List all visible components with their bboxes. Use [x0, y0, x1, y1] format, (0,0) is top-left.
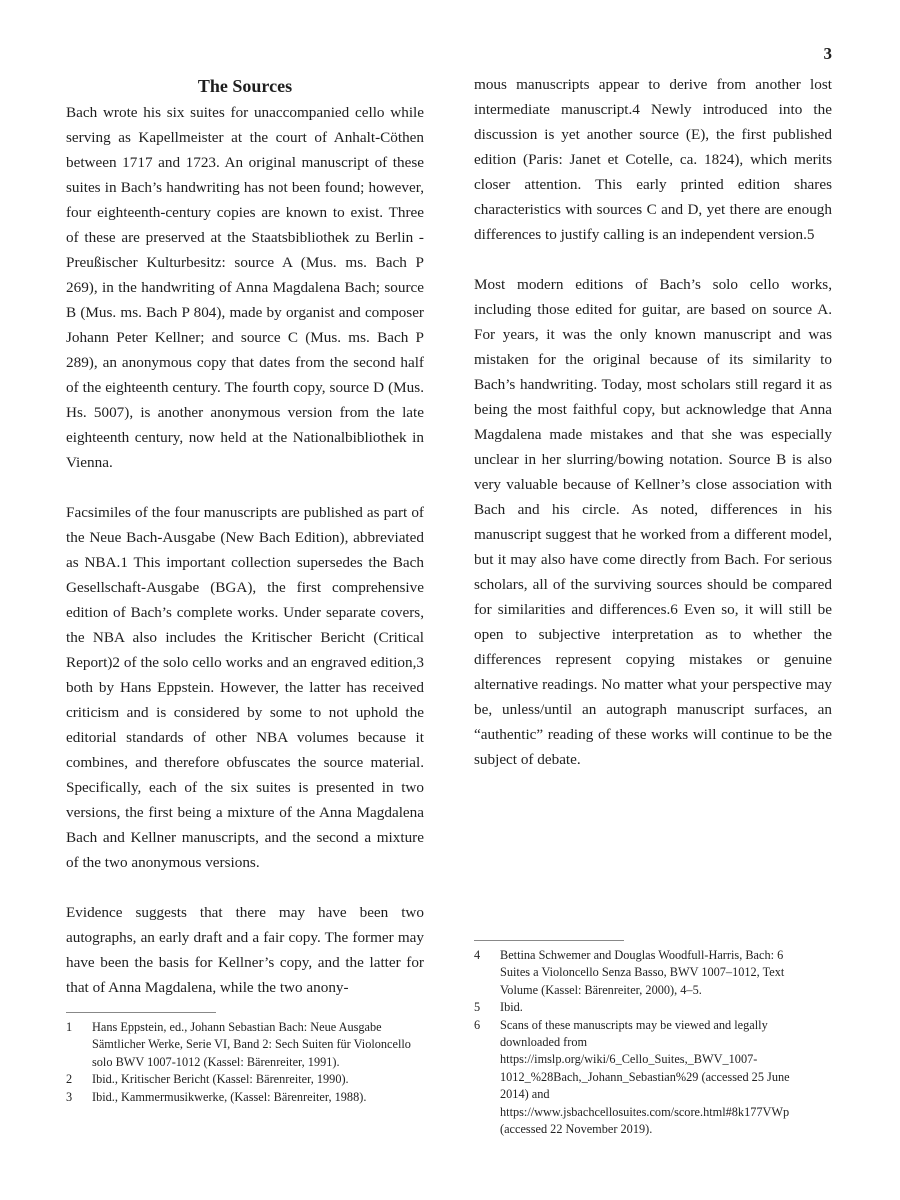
paragraph-evidence: Evidence suggests that there may have been two autographs, an early draft and a fair copy. The former may have been the basis for Kellner’s copy, and the latter for that of Anna Magdalena, while the two anony-	[66, 904, 424, 996]
paragraph-continued: mous manuscripts appear to derive from another lost intermediate manuscript.4 Newly introduced into the discussion is yet another source (E), the first published edition (Paris: Janet et Cotelle, ca. 1824), which merits closer attention. This early printed edition shares characteristics with sources C and D, yet there are enough differences to justify calling is an independent version.5	[474, 76, 832, 243]
footnote-text: Bettina Schwemer and Douglas Woodfull-Harris, Bach: 6 Suites a Violoncello Senza Basso, BWV 1007–1012, Text Volume (Kassel: Bärenreiter, 2000), 4–5.	[500, 948, 785, 997]
paragraph-modern-editions: Most modern editions of Bach’s solo cello works, including those edited for guitar, are based on source A. For years, it was the only known manuscript and was mistaken for the original because of its similarity to Bach’s handwriting. Today, most scholars still regard it as being the most faithful copy, but acknowledge that Anna Magdalena made mistakes and that she was especially unclear in her slurring/bowing notation. Source B is also very valuable because of Kellner’s close association with Bach and his circle. As noted, differences in his manuscript suggest that he worked from a different model, but it may also have come directly from Bach. For serious scholars, all of the surviving sources should be compared for similarities and differences.6 Even so, it will still be open to subjective interpretation as to whether the differences represent copying mistakes or genuine alternative readings. No matter what your perspective may be, unless/until an autograph manuscript surfaces, an “authentic” reading of these works will continue to be the subject of debate.	[474, 276, 832, 768]
footnote-text: Hans Eppstein, ed., Johann Sebastian Bach: Neue Ausgabe Sämtlicher Werke, Serie VI, Band 2: Sech Suiten für Violoncello solo BWV 1007-1012 (Kassel: Bärenreiter, 1991).	[92, 1020, 411, 1069]
footnote	[474, 999, 814, 1016]
footnote-number: 4	[474, 948, 481, 962]
footnote-rule	[474, 940, 624, 941]
footnote-number: 3	[66, 1089, 73, 1104]
footnote	[474, 1017, 814, 1139]
footnote-text: Ibid.	[500, 1000, 523, 1015]
footnotes-left	[66, 1012, 422, 1106]
right-column	[474, 72, 832, 772]
footnote-text: Ibid., Kammermusikwerke, (Kassel: Bärenreiter, 1988).	[92, 1089, 367, 1104]
footnote	[474, 947, 814, 999]
page-number: 3	[823, 44, 832, 63]
footnotes-right	[474, 940, 814, 1138]
paragraph-sources-intro: Bach wrote his six suites for unaccompanied cello while serving as Kapellmeister at the court of Anhalt-Cöthen between 1717 and 1723. An original manuscript of these suites in Bach’s handwriting has not been found; however, four eighteenth-century copies are known to exist. Three of these are preserved at the Staatsbibliothek zu Berlin - Preußischer Kulturbesitz: source A (Mus. ms. Bach P 269), in the handwriting of Anna Magdalena Bach; source B (Mus. ms. Bach P 804), made by organist and composer Johann Peter Kellner; and source C (Mus. ms. Bach P 289), an anonymous copy that dates from the second half of the eighteenth century. The fourth copy, source D (Mus. Hs. 5007), is another anonymous version from the late eighteenth century, now held at the Nationalbibliothek in Vienna.	[66, 104, 424, 471]
footnote-number: 2	[66, 1072, 73, 1087]
footnote-text: Scans of these manuscripts may be viewed and legally downloaded from https://imslp.org/wiki/6_Cello_Suites,_BWV_1007-1012_%28Bach,_Johann_Sebastian%29 (accessed 25 June 2014) and https://www.jsbachcellosuites.com/score.html#8k177VWp (accessed 22 November 2019).	[500, 1017, 790, 1137]
footnote-rule	[66, 1012, 216, 1013]
footnote-number: 6	[474, 1017, 481, 1032]
footnote-text: Ibid., Kritischer Bericht (Kassel: Bärenreiter, 1990).	[92, 1072, 349, 1087]
section-heading: The Sources	[197, 76, 293, 96]
footnote	[66, 1071, 422, 1088]
paragraph-facsimiles: Facsimiles of the four manuscripts are published as part of the Neue Bach-Ausgabe (New Bach Edition), abbreviated as NBA.1 This important collection supersedes the Bach Gesellschaft-Ausgabe (BGA), the first comprehensive edition of Bach’s complete works. Under separate covers, the NBA also includes the Kritischer Bericht (Critical Report)2 of the solo cello works and an engraved edition,3 both by Hans Eppstein. However, the latter has received criticism and is considered by some to not uphold the editorial standards of other NBA volumes because it combines, and therefore obfuscates the source material. Specifically, each of the six suites is presented in two versions, the first being a mixture of the Anna Magdalena Bach and Kellner manuscripts, and the second a mixture of the two anonymous versions.	[66, 504, 424, 871]
footnote-number: 5	[474, 1000, 481, 1015]
footnote	[66, 1089, 422, 1106]
footnote	[66, 1019, 422, 1071]
left-column	[66, 72, 424, 1000]
footnote-number: 1	[66, 1020, 73, 1034]
